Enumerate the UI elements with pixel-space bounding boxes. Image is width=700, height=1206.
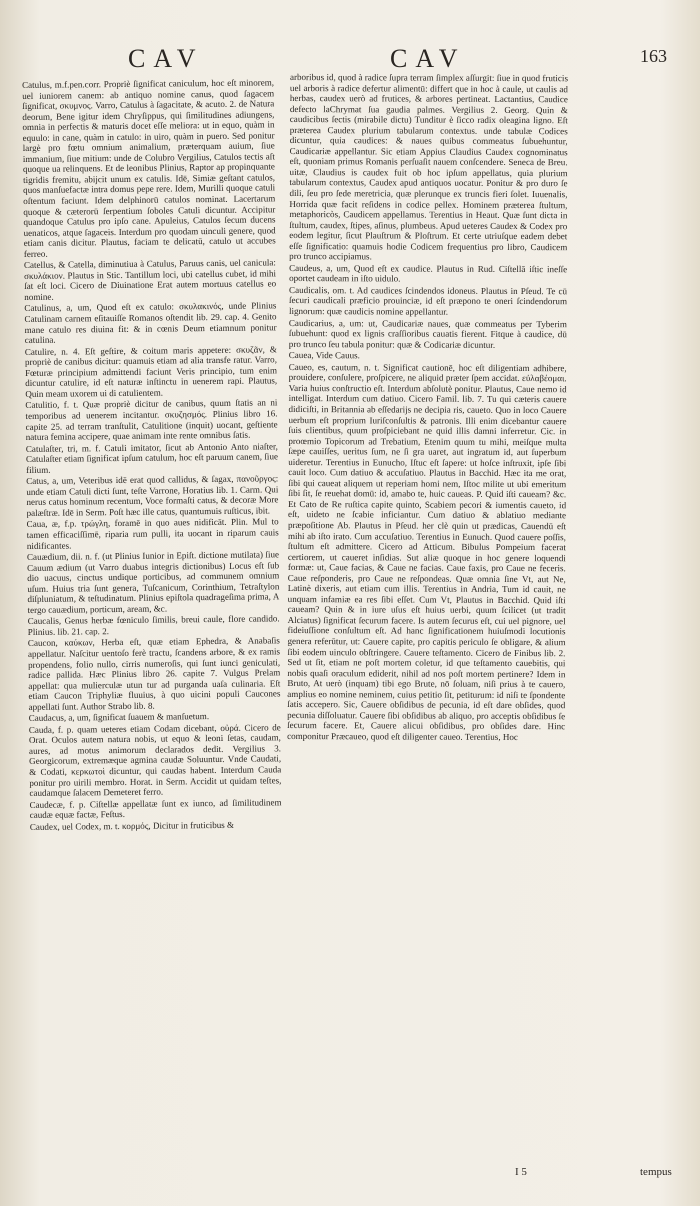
dictionary-entry: Caueo, es, cautum, n. t. Significat cautionē, hoc eſt diligentiam adhibere, prouidere, conſulere, proſpicere, ne aliquid præter ſpem accidat. εὐλαβέομαι. Varia huius conſtructio eſt. Interdum abſolutè ponitur. Plautus, Caue nemo id intelligat. Interdum cum datiuo. Cicero Famil. lib. 7. Tu qui cæteris cauere didiciſti, in Britannia ab eſſedarijs ne decipia ris, caueto. Quo in loco Cauere uerbum eſt proprium Iuriſconſultis & patronis. Illi enim dicebantur cauere ſuis clientibus, quum proſpiciebant ne quid illis damni inferretur. Cic. in proœmio Topicorum ad Trebatium, Etenim quum tu mihi, meiſque multa ſæpe cauiſſes, ueritus ſum, ne ſi gra uaret, aut ingratum id, aut ſuperbum uideretur. Terentius in Eunucho, Iſtuc eſt ſapere: ut hoſce inſtruxit, ipſe ſibi cauit loco. Cum datiuo & accuſatiuo. Plautus in Bacchid. Hæc ita me orat, ſibi qui caueat aliquem ut reperiam homi nem, Iſtoc milite ut ubi emeritum ſibi ſit, ſe reuehat domū: id, amabo te, huic caueas. P. Quid iſti caueam? &c. Et Cato de Re ruſtica capite quinto, Scabiem pecori & iumentis caueto, id eſt, uideto ne ſcabie inficiantur. Cum datiuo & ablatiuo mediante præpoſitione Ab. Plautus in Pſeud. her clè quin ut prædicas, Cauendū eſt mihi ab iſto irato. Cum accuſatiuo. Terentius in Eunuch. Quod cauere poſſis, ſtultum eſt admittere. Cicero ad Atticum. Bibulus Pompeium facerat certiorem, ut caueret inſidias. Sut aliæ quoque in hoc genere loquendi formæ: ut, Caue facias, & Caue ne facias. Caue faxis, pro Caue ne feceris. Caue reſponderis, pro Caue ne reſpondeas. Quæ omnia ſine Vt, aut Ne, Latinè dixeris, aut etiam cum illis. Terentius in Andria, Tum id cauit, ne unquam infamiæ ea res ſibi eſſet. Cum Vt, Plautus in Bacchid. Quid iſti caueam? Quin & in iure uſus eſt huius uerbi, quum ſcilicet (ut tradit Alciatus) ſignificat ſecurum facere. Is autem ſecurus eſt, cui uel pignore, uel fideiuſſione conſultum eſt. Ad hanc ſignificationem huiuſmodi locutionis genera referūtur, ut: Cauere capite, pro capitis periculo ſe obligare, & alium ſibi eodem uinculo obſtringere. Cauere teſtamento. Cicero de Finibus lib. 2. Sed ut ſit, etiam ne poſt mortem coletur, id que teſtamento cauebitis, qui nobis quaſi oraculum ediderit, nihil ad nos poſt mortem pertinere? Idem in Bruto, At uerò (inquam) tibi ego Brute, nō ſoluam, niſi prius à te cauero, amplius eo nomine neminem, cuius petitio ſit, petiturum: id niſi te ſpondente ſatis accepero. Sic, Cauere obſidibus de pecunia, id eſt dare obſides, quod pecunia diſſoluatur. Cauere ſibi obſidibus ab aliquo, pro acceptis obſidibus ſe ſecurum facere. Et, Cauere alicui obſidibus, pro obſides dare. Hinc componitur Præcaueo, quod eſt diligenter caueo. Terentius, Hoc <box>287 361 567 742</box>
dictionary-entry: Catulaſter, tri, m. f. Catuli imitator, ſicut ab Antonio Anto niaſter, Catulaſter etiam ſignificat ipſum catulum, hoc eſt paruum canem, ſiue filium. <box>25 440 279 475</box>
dictionary-entry: Cauædium, dii. n. f. (ut Plinius Iunior in Epiſt. dictione mutilata) ſiue Cauum ædium (ut Varro duabus integris dictionibus) Locus eſt ſub dio uacuus, cinctus undique porticibus, ad communem omnium uſum. Huius tria ſunt genera, Tuſcanicum, Corinthium, Tetraſtylon diſpluniatum, & teſtudinatum. Plinius epiſtola quadrageſima prima, A tergo cauædium, porticum, aream, &c. <box>26 549 280 615</box>
dictionary-entry: Caudicarius, a, um: ut, Caudicariæ naues, quæ commeatus per Tyberim ſubuehunt: quod ex lignis craſſioribus cauatis fierent. Fitque à caudice, dū pro trunco ſeu tabula ponitur: quæ & Codicariæ dicuntur. <box>288 317 567 350</box>
page-number: 163 <box>640 46 667 66</box>
dictionary-entry: Caudeus, a, um, Quod eſt ex caudice. Plautus in Rud. Ciſtellā iſtic ineſſe oportet caudeam in iſto uidulo. <box>289 262 568 284</box>
dictionary-entry: Caudicalis, om. t. Ad caudices ſcindendos idoneus. Plautus in Pſeud. Te cū ſecuri caudicali præficio prouinciæ, id eſt præpono te oneri ſcindendorum lignorum: quæ caudicis nomine appellantur. <box>288 284 568 317</box>
dictionary-entry: Catulus, m.f.pen.corr. Propriè ſignificat caniculum, hoc eſt minorem, uel iuniorem canem: ab antiquo nomine canus, quod ſagacem ſignificat, σκυμνος. Varro, Catulus à ſagacitate, & acuto. 2. de Natura deorum, Bene igitur idem Chryſippus, qui ſimilitudines adiungens, omnia in perfectis & maturis docet eſſe meliora: ut in equo, quàm in equulo: in cane, quàm in catulo: in uiro, quàm in puero. Sed ponitur largè pro fœtu omnium animalium, præterquam auium, ſiue immanium, ſiue mitium: unde de Colubro Vergilius, Catulos tectis aſt quoque ua relinquens. Et de leonibus Plinius, Raptor ap propinquante tigridis fremitu, abijcit unum ex catulis. Idē, Simiæ geſtant catulos, quos manſuefactæ intra domus pepe rere. Idem, Murilli quoque catuli oſtentum faciunt. Idem delphinorū catulos nominat. Lacertarum quoque & cæterorū ſerpentium ſoboles Catuli dicuntur. Accipitur quandoque Catulus pro ipſo cane. Apuleius, Catulos ſecum ducens uenaticos, atque ſagaceis. Interdum pro quodam uinculi genere, quod etiam canis dicitur. Plautus, faciam te delicatū, catulo ut accubes ferreo. <box>22 77 276 259</box>
dictionary-entry: Catulire, n. 4. Eſt geſtire, & coitum maris appetere: σκυζᾶν, & propriè de canibus dicitur: quamuis etiam ad alia transfe ratur. Varro, Fœturæ principium admittendi faciunt Veris principio, tum enim dicuntur catulire, id eſt naturæ inſtinctu in uenerem rapi. Plautus, Quin meam uxorem ui di catulientem. <box>24 344 278 399</box>
dictionary-entry: Cauda, f. p. quam ueteres etiam Codam dicebant, οὐρά. Cicero de Orat. Oculos autem natura nobis, ut equo & leoni ſetas, caudam, aures, ad motus animorum declarados dedit. Vergilius 3. Georgicorum, extremæque agmina caudæ Soluuntur. Vnde Caudati, & Codati, κερκωτοὶ dicuntur, qui caudas habent. Interdum Cauda ponitur pro uirili membro. Horat. in Serm. Accidit ut quidam teſtes, caudamque ſalacem Demeteret ferro. <box>28 722 282 799</box>
header-right-title: CAV <box>390 44 466 73</box>
dictionary-entry: Cauea, Vide Cauus. <box>288 350 360 361</box>
dictionary-entry: Caucalis, Genus herbæ fœniculo ſimilis, breui caule, flore candido. Plinius. lib. 21. cap. 2. <box>27 613 280 637</box>
dictionary-entry: Caucon, καύκων, Herba eſt, quæ etiam Ephedra, & Anabaſis appellatur. Naſcitur uentoſo ferè tractu, ſcandens arbore, & ex ramis propendens, folio nullo, cirris numeroſis, qui ſunt iunci geniculati, radice pallida. Hæc Plinius libro 26. capite 7. Vulgus Prelam appellat: qua mulierculæ utun tur ad purganda uaſa culinaria. Eſt etiam Caucon Triphyliæ fluuius, à quo uicini populi Caucones appellati ſunt. Author Strabo lib. 8. <box>27 635 281 712</box>
dictionary-entry: Caudex, uel Codex, m. t. κορμός, Dicitur in fruticibus & <box>29 819 235 832</box>
dictionary-entry: Caudacus, a, um, ſignificat ſuauem & manſuetum. <box>28 711 210 724</box>
dictionary-entry: Catulinus, a, um, Quod eſt ex catulo: σκυλακινός, unde Plinius Catulinam carnem eſitauiſſe Romanos oſtendit lib. 29. cap. 4. Genito mane catulo res diuina fit: & in cœnis Deum etiamnum ponitur catulina. <box>24 300 277 346</box>
header-left-title: CAV <box>128 44 204 73</box>
dictionary-entry: arboribus id, quod à radice ſupra terram ſimplex aſſurgit: ſiue in quod fruticis uel arboris à radice defertur alimentū: differt que in hoc à caule, ut caulis ad herbas, caudex uerò ad frutices, & arbores pertineat. Lactantius, Caudice defecto laChrymat ſua gaudia palmes. Vergilius 2. Georg. Quin & caudicibus ſectis (mirabile dictu) Tunditur è ſicco radix oleagina ligno. Eſt præterea Caudex plurium tabularum contextus. unde tabulæ Codices dicuntur, quia caudices: & naues quibus commeatus ſubuehuntur, Caudicariæ appellantur. Sic etiam Appius Claudius Caudex cognominatus eſt, quoniam primus Romanis perſuaſit nauem conſcendere. Seneca de Breu. uitæ, Claudius is caudex fuit ob hoc ipſum appellatus, quia plurium tabularum contextus, Caudex apud antiquos uocatur. Ponitur & pro duro ſe dili, ſeu pro ſede meretricia, quæ plerunque ex truncis fieri ſolet. Iuuenalis, Horrida quæ facit reſidens in codice pellex. Hominem præterea ſtultum, metaphoricòs, Caudicem appellamus. Terentius in Heaut. Quæ ſunt dicta in ſtultum, caudex, ſtipes, aſinus, plumbeus. Apud ueteres Caudex & Codex pro eodem legitur, ſicut Plauſtrum & Ploſtrum. Et certe utriuſque eadem debet eſſe ſignificatio: quamuis hodie Codicem frequentius pro libro, Caudicem pro trunco accipiamus. <box>289 72 568 262</box>
dictionary-entry: Catellus, & Catella, diminutiua à Catulus, Paruus canis, uel canicula: σκυλάκιον. Plautus in Stic. Tantillum loci, ubi catellus cubet, id mihi ſat eſt loci. Cicero de Diuinatione Erat autem mortuus catellus eo nomine. <box>23 257 277 302</box>
signature-mark: I 5 <box>515 1166 527 1178</box>
left-column <box>22 77 285 1170</box>
catchword: tempus <box>640 1166 672 1178</box>
right-column <box>285 72 568 1163</box>
dictionary-entry: Catulitio, f. t. Quæ propriè dicitur de canibus, quum ſtatis an ni temporibus ad uenerem incitantur. σκυζησμός. Plinius libro 16. capite 25. ad terram tranſtulit, Catulitione (inquit) uocant, geſtiente natura femina accipere, quae animam inte rente omnibus ſatis. <box>25 397 278 443</box>
dictionary-entry: Caua, æ, f.p. τρώγλη, foramē in quo aues nidificāt. Plin. Mul to tamen efficaciſſimē, riparia rum pulli, ita uocant in riparum cauis nidificantes. <box>26 516 279 551</box>
dictionary-entry: Catus, a, um, Veteribus idē erat quod callidus, & ſagax, πανοῦργος: unde etiam Catuli dicti ſunt, teſte Varrone, Horatius lib. 1. Carm. Qui nerus catus hominum recentum, Voce formaſti catus, & decoræ More palæſtræ. Idē in Serm. Poſt hæc ille catus, quantumuis ruſticus, ibit. <box>26 473 279 518</box>
dictionary-entry: Caudecæ, f. p. Ciſtellæ appellatæ ſunt ex iunco, ad ſimilitudinem caudæ equæ factæ, Feſtus. <box>29 796 282 821</box>
